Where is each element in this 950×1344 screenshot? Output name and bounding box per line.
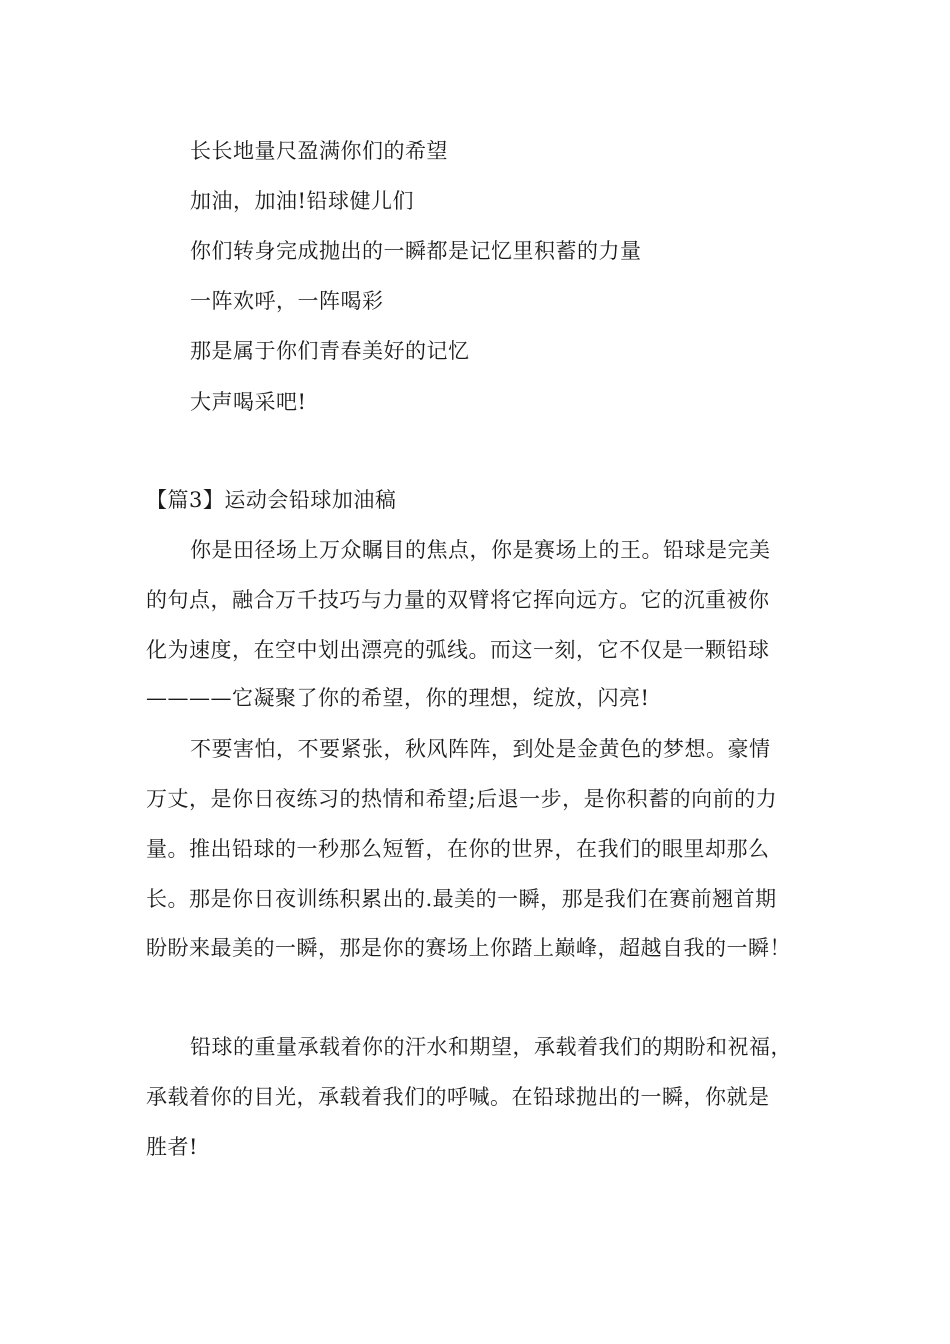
paragraph-line: 铅球的重量承载着你的汗水和期望，承载着我们的期盼和祝福， (190, 1035, 792, 1059)
section-heading: 【篇3】运动会铅球加油稿 (146, 488, 397, 512)
paragraph-line: 胜者! (146, 1135, 198, 1159)
paragraph-line: 长。那是你日夜训练积累出的.最美的一瞬，那是我们在赛前翘首期 (146, 887, 777, 911)
poem-line: 那是属于你们青春美好的记忆 (190, 339, 470, 363)
paragraph-line: 你是田径场上万众瞩目的焦点，你是赛场上的王。铅球是完美 (190, 538, 771, 562)
poem-line: 一阵欢呼，一阵喝彩 (190, 289, 384, 313)
paragraph-line: 的句点，融合万千技巧与力量的双臂将它挥向远方。它的沉重被你 (146, 588, 770, 612)
paragraph-line: 量。推出铅球的一秒那么短暂，在你的世界，在我们的眼里却那么 (146, 837, 770, 861)
paragraph-line: 不要害怕，不要紧张，秋风阵阵，到处是金黄色的梦想。豪情 (190, 737, 771, 761)
poem-line: 大声喝采吧! (190, 390, 307, 414)
paragraph-line: ————它凝聚了你的希望，你的理想，绽放，闪亮! (146, 686, 650, 710)
poem-line: 你们转身完成抛出的一瞬都是记忆里积蓄的力量 (190, 239, 642, 263)
poem-line: 加油，加油!铅球健儿们 (190, 189, 414, 213)
paragraph-line: 承载着你的目光，承载着我们的呼喊。在铅球抛出的一瞬，你就是 (146, 1085, 770, 1109)
paragraph-line: 盼盼来最美的一瞬，那是你的赛场上你踏上巅峰，超越自我的一瞬！ (146, 936, 791, 960)
paragraph-line: 化为速度，在空中划出漂亮的弧线。而这一刻，它不仅是一颗铅球 (146, 638, 770, 662)
paragraph-line: 万丈，是你日夜练习的热情和希望;后退一步，是你积蓄的向前的力 (146, 787, 778, 811)
poem-line: 长长地量尺盈满你们的希望 (190, 139, 448, 163)
